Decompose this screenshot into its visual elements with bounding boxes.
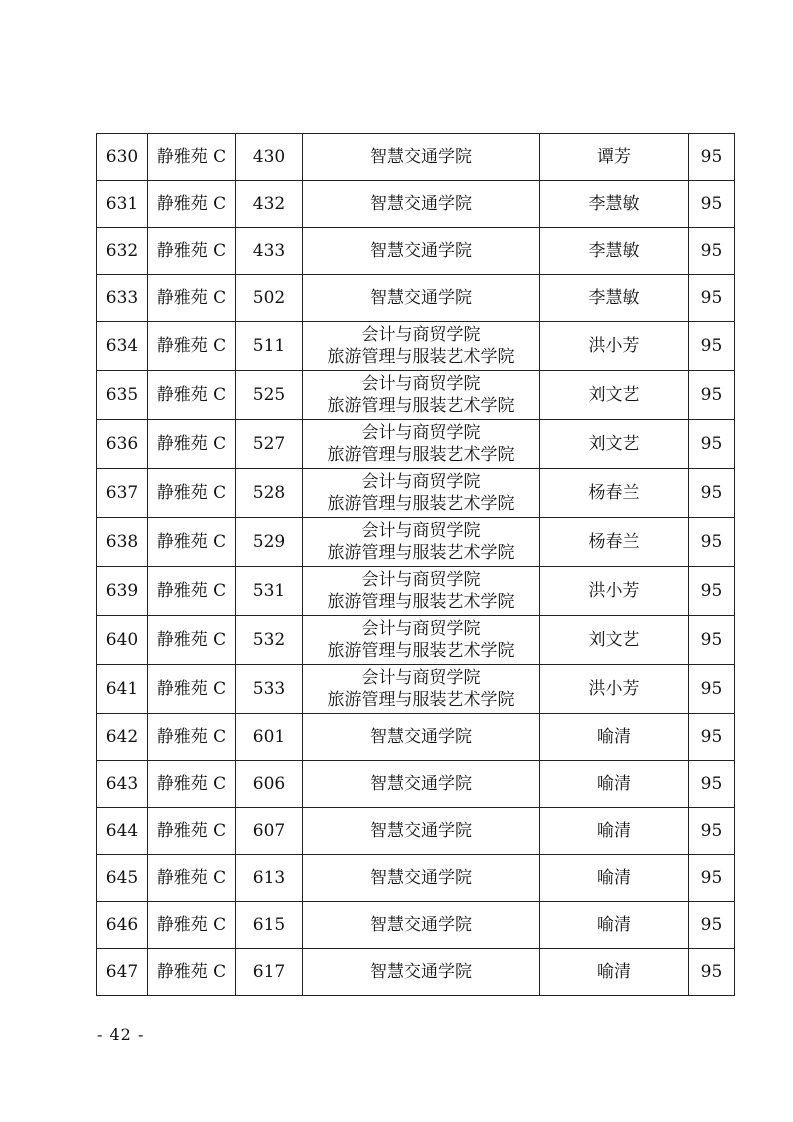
table-row [97,949,735,996]
building-cell: 静雅苑 C [148,181,236,228]
score-cell: 95 [689,228,735,275]
table-row [97,371,735,420]
department-line: 会计与商贸学院 [361,423,481,443]
page-number: - 42 - [97,1025,145,1044]
dormitory-table [96,133,735,996]
department-line: 旅游管理与服装艺术学院 [327,592,515,612]
table-row [97,808,735,855]
department-line: 会计与商贸学院 [361,619,481,639]
score-cell: 95 [689,808,735,855]
department-line: 会计与商贸学院 [361,521,481,541]
room-number-cell: 531 [236,567,303,616]
department-cell [303,949,540,996]
row-number-cell: 642 [97,714,148,761]
building-cell: 静雅苑 C [148,469,236,518]
person-cell: 洪小芳 [540,665,689,714]
department-line: 智慧交通学院 [370,288,472,308]
room-number-cell: 532 [236,616,303,665]
department-cell [303,322,540,371]
room-number-cell: 502 [236,275,303,322]
table-row [97,228,735,275]
person-cell: 杨春兰 [540,518,689,567]
person-cell: 李慧敏 [540,275,689,322]
row-number-cell: 647 [97,949,148,996]
department-line: 会计与商贸学院 [361,472,481,492]
building-cell: 静雅苑 C [148,855,236,902]
row-number-cell: 641 [97,665,148,714]
room-number-cell: 430 [236,134,303,181]
building-cell: 静雅苑 C [148,714,236,761]
department-line: 旅游管理与服装艺术学院 [327,543,515,563]
department-cell [303,665,540,714]
department-line: 智慧交通学院 [370,147,472,167]
row-number-cell: 645 [97,855,148,902]
score-cell: 95 [689,134,735,181]
building-cell: 静雅苑 C [148,808,236,855]
person-cell: 李慧敏 [540,181,689,228]
building-cell: 静雅苑 C [148,322,236,371]
row-number-cell: 634 [97,322,148,371]
room-number-cell: 615 [236,902,303,949]
department-line: 智慧交通学院 [370,962,472,982]
department-cell [303,761,540,808]
score-cell: 95 [689,855,735,902]
person-cell: 喻清 [540,902,689,949]
department-cell [303,714,540,761]
department-line: 旅游管理与服装艺术学院 [327,494,515,514]
score-cell: 95 [689,275,735,322]
row-number-cell: 637 [97,469,148,518]
building-cell: 静雅苑 C [148,275,236,322]
department-cell [303,181,540,228]
score-cell: 95 [689,181,735,228]
building-cell: 静雅苑 C [148,567,236,616]
table-row [97,902,735,949]
person-cell: 李慧敏 [540,228,689,275]
department-cell [303,808,540,855]
department-cell [303,855,540,902]
department-line: 会计与商贸学院 [361,325,481,345]
person-cell: 喻清 [540,761,689,808]
room-number-cell: 432 [236,181,303,228]
person-cell: 刘文艺 [540,371,689,420]
person-cell: 杨春兰 [540,469,689,518]
row-number-cell: 640 [97,616,148,665]
building-cell: 静雅苑 C [148,518,236,567]
building-cell: 静雅苑 C [148,420,236,469]
room-number-cell: 527 [236,420,303,469]
department-cell [303,228,540,275]
department-line: 会计与商贸学院 [361,570,481,590]
table-row [97,518,735,567]
building-cell: 静雅苑 C [148,665,236,714]
score-cell: 95 [689,761,735,808]
score-cell: 95 [689,616,735,665]
building-cell: 静雅苑 C [148,371,236,420]
room-number-cell: 525 [236,371,303,420]
room-number-cell: 511 [236,322,303,371]
department-cell [303,518,540,567]
room-number-cell: 601 [236,714,303,761]
department-line: 旅游管理与服装艺术学院 [327,396,515,416]
building-cell: 静雅苑 C [148,949,236,996]
score-cell: 95 [689,322,735,371]
department-cell [303,134,540,181]
table-row [97,134,735,181]
score-cell: 95 [689,714,735,761]
department-line: 智慧交通学院 [370,727,472,747]
department-cell [303,616,540,665]
person-cell: 洪小芳 [540,322,689,371]
row-number-cell: 646 [97,902,148,949]
department-line: 旅游管理与服装艺术学院 [327,445,515,465]
department-line: 智慧交通学院 [370,915,472,935]
person-cell: 谭芳 [540,134,689,181]
building-cell: 静雅苑 C [148,228,236,275]
row-number-cell: 638 [97,518,148,567]
person-cell: 喻清 [540,949,689,996]
department-cell [303,420,540,469]
department-line: 旅游管理与服装艺术学院 [327,690,515,710]
row-number-cell: 633 [97,275,148,322]
room-number-cell: 433 [236,228,303,275]
department-line: 旅游管理与服装艺术学院 [327,347,515,367]
person-cell: 刘文艺 [540,420,689,469]
department-line: 智慧交通学院 [370,774,472,794]
room-number-cell: 528 [236,469,303,518]
row-number-cell: 632 [97,228,148,275]
table-row [97,181,735,228]
person-cell: 喻清 [540,714,689,761]
row-number-cell: 639 [97,567,148,616]
building-cell: 静雅苑 C [148,134,236,181]
room-number-cell: 613 [236,855,303,902]
building-cell: 静雅苑 C [148,616,236,665]
score-cell: 95 [689,420,735,469]
table-row [97,420,735,469]
row-number-cell: 631 [97,181,148,228]
table-row [97,616,735,665]
score-cell: 95 [689,469,735,518]
score-cell: 95 [689,949,735,996]
room-number-cell: 607 [236,808,303,855]
department-cell [303,902,540,949]
table-row [97,855,735,902]
table-row [97,665,735,714]
department-line: 智慧交通学院 [370,868,472,888]
department-line: 会计与商贸学院 [361,374,481,394]
score-cell: 95 [689,567,735,616]
room-number-cell: 617 [236,949,303,996]
department-cell [303,371,540,420]
department-line: 智慧交通学院 [370,194,472,214]
building-cell: 静雅苑 C [148,902,236,949]
department-line: 智慧交通学院 [370,821,472,841]
department-line: 旅游管理与服装艺术学院 [327,641,515,661]
department-cell [303,275,540,322]
row-number-cell: 636 [97,420,148,469]
table-body [97,134,735,996]
department-line: 智慧交通学院 [370,241,472,261]
table-row [97,275,735,322]
table-row [97,714,735,761]
person-cell: 洪小芳 [540,567,689,616]
room-number-cell: 529 [236,518,303,567]
department-cell [303,567,540,616]
row-number-cell: 635 [97,371,148,420]
person-cell: 喻清 [540,855,689,902]
row-number-cell: 643 [97,761,148,808]
department-line: 会计与商贸学院 [361,668,481,688]
table-row [97,469,735,518]
score-cell: 95 [689,518,735,567]
table-row [97,322,735,371]
score-cell: 95 [689,371,735,420]
score-cell: 95 [689,665,735,714]
department-cell [303,469,540,518]
room-number-cell: 606 [236,761,303,808]
room-number-cell: 533 [236,665,303,714]
row-number-cell: 630 [97,134,148,181]
score-cell: 95 [689,902,735,949]
table-row [97,761,735,808]
person-cell: 刘文艺 [540,616,689,665]
person-cell: 喻清 [540,808,689,855]
table-row [97,567,735,616]
row-number-cell: 644 [97,808,148,855]
building-cell: 静雅苑 C [148,761,236,808]
